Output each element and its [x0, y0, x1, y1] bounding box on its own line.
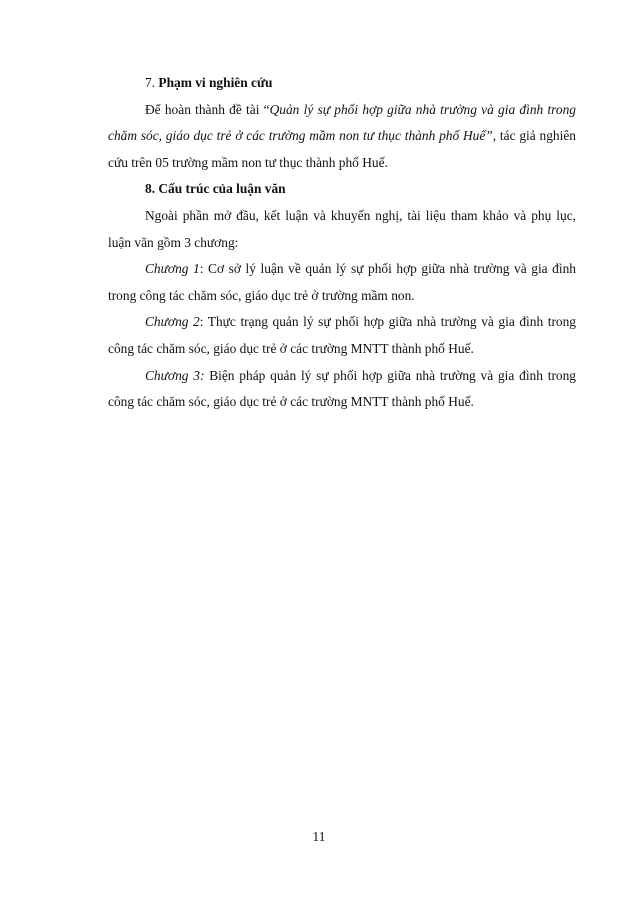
chapter-1-label: Chương 1	[145, 261, 200, 277]
section-7-number: 7.	[145, 75, 159, 90]
chapter-3-label: Chương 3:	[145, 367, 205, 383]
section-7-paragraph	[108, 97, 576, 177]
section-8-intro: Ngoài phần mở đầu, kết luận và khuyến nghị, tài liệu tham khảo và phụ lục, luận văn gồm 3 chương:	[108, 207, 576, 250]
chapter-1-paragraph	[108, 256, 576, 309]
chapter-3-text: Biện pháp quản lý sự phối hợp giữa nhà trường và gia đình trong công tác chăm sóc, giáo dục trẻ ở các trường MNTT thành phố Huế.	[108, 367, 576, 410]
chapter-3-paragraph	[108, 363, 576, 416]
section-8-heading: 8. Cấu trúc của luận văn	[145, 181, 286, 197]
chapter-2-text: : Thực trạng quản lý sự phối hợp giữa nhà trường và gia đình trong công tác chăm sóc, giáo dục trẻ ở các trường MNTT thành phố Huế.	[108, 314, 576, 356]
chapter-1-text: : Cơ sở lý luận về quản lý sự phối hợp giữa nhà trường và gia đình trong công tác chăm sóc, giáo dục trẻ ở trường mầm non.	[108, 261, 576, 303]
section-7-heading	[108, 70, 576, 97]
section-7-title: Phạm vi nghiên cứu	[158, 75, 273, 90]
document-body	[108, 70, 576, 416]
chapter-2-paragraph	[108, 309, 576, 362]
chapter-2-label: Chương 2	[145, 314, 200, 330]
paragraph-text: tác giả nghiên cứu trên 05 trường mầm non tư thục thành phố Huế.	[108, 128, 576, 170]
thesis-title-italic: Quản lý sự phối hợp giữa nhà trường và gia đình trong chăm sóc, giáo dục trẻ ở các trường mầm non tư thục thành phố Huế”,	[108, 101, 576, 144]
paragraph-text: Để hoàn thành đề tài “	[145, 101, 270, 117]
page-number: 11	[312, 829, 326, 844]
